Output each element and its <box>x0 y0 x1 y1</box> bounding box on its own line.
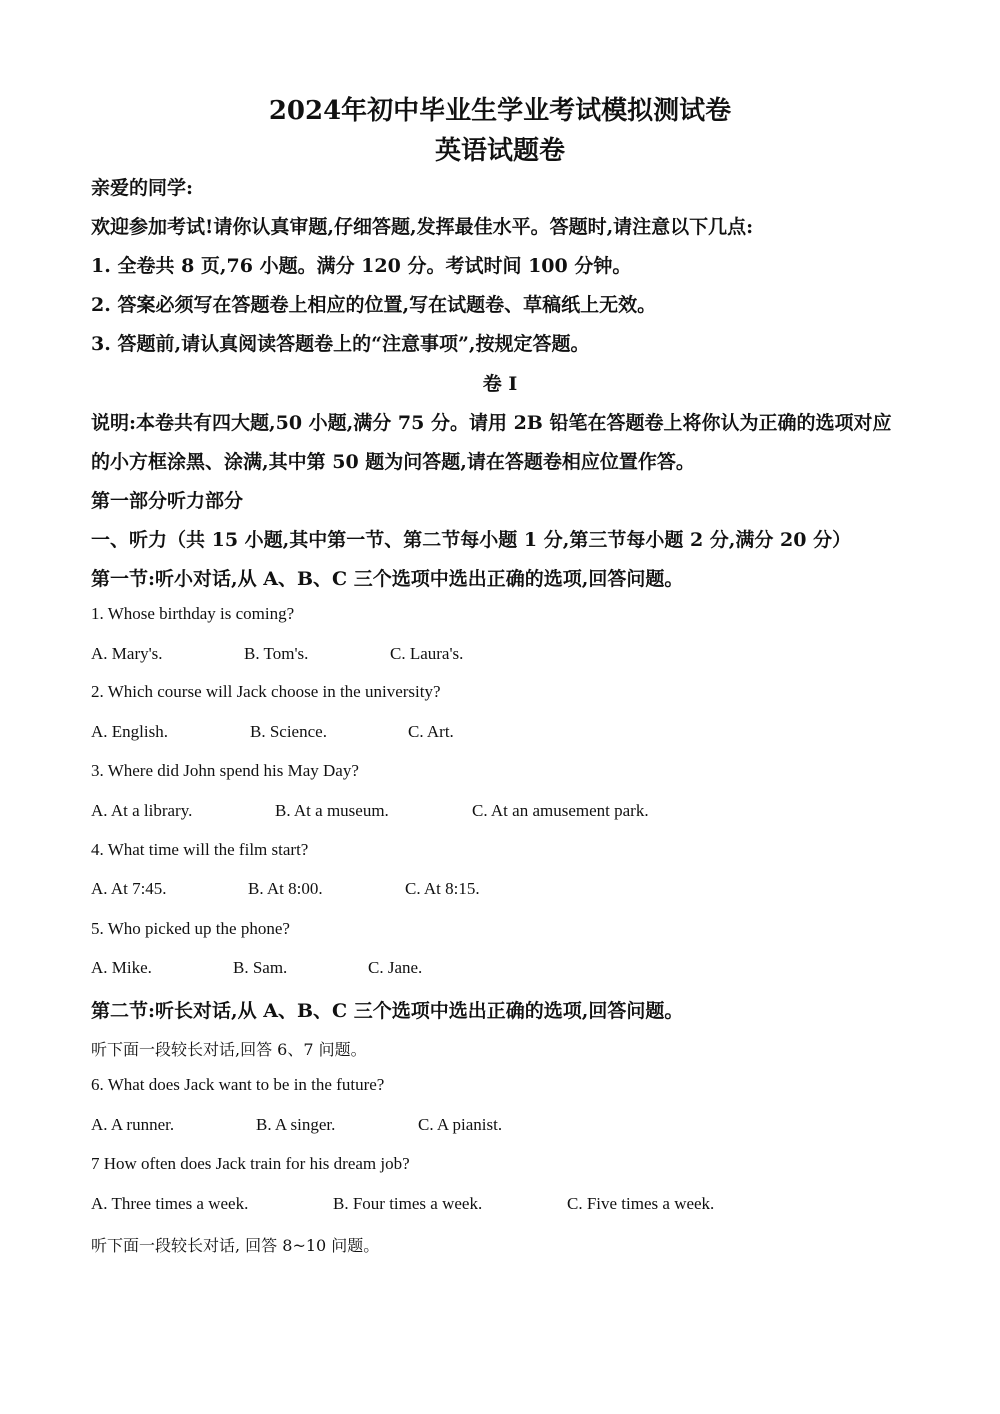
question-2-option-a: A. English. <box>91 722 168 741</box>
subsection-1-heading: 第一节:听小对话,从 A、B、C 三个选项中选出正确的选项,回答问题。 <box>91 568 684 590</box>
question-1: 1. Whose birthday is coming? <box>91 604 295 623</box>
question-6-option-b: B. A singer. <box>256 1115 336 1134</box>
greeting: 亲爱的同学: <box>91 177 194 199</box>
question-7: 7 How often does Jack train for his dream job? <box>91 1154 410 1173</box>
question-5-option-c: C. Jane. <box>368 958 423 977</box>
question-7-option-c: C. Five times a week. <box>567 1194 715 1213</box>
exam-subtitle: 英语试题卷 <box>434 136 565 166</box>
dialog-note-8-10: 听下面一段较长对话, 回答 8~10 问题。 <box>91 1236 380 1255</box>
note-2: 2. 答案必须写在答题卷上相应的位置,写在试题卷、草稿纸上无效。 <box>91 294 657 316</box>
question-2: 2. Which course will Jack choose in the university? <box>91 682 441 701</box>
question-4-option-c: C. At 8:15. <box>405 879 480 898</box>
dialog-note-6-7: 听下面一段较长对话,回答 6、7 问题。 <box>91 1040 367 1059</box>
question-3-option-c: C. At an amusement park. <box>472 801 649 820</box>
question-3: 3. Where did John spend his May Day? <box>91 761 359 780</box>
question-1-option-a: A. Mary's. <box>91 644 163 663</box>
note-1: 1. 全卷共 8 页,76 小题。满分 120 分。考试时间 100 分钟。 <box>91 255 632 277</box>
instructions-line-1: 说明:本卷共有四大题,50 小题,满分 75 分。请用 2B 铅笔在答题卷上将你认为正确的选项对应 <box>91 412 892 434</box>
question-5: 5. Who picked up the phone? <box>91 919 290 938</box>
question-4: 4. What time will the film start? <box>91 840 309 859</box>
question-2-option-b: B. Science. <box>250 722 327 741</box>
instructions-line-2: 的小方框涂黑、涂满,其中第 50 题为问答题,请在答题卷相应位置作答。 <box>91 451 695 473</box>
question-5-option-a: A. Mike. <box>91 958 152 977</box>
note-3: 3. 答题前,请认真阅读答题卷上的“注意事项”,按规定答题。 <box>91 333 590 355</box>
question-5-option-b: B. Sam. <box>233 958 288 977</box>
question-7-option-b: B. Four times a week. <box>333 1194 483 1213</box>
part1-heading: 第一部分听力部分 <box>91 490 244 512</box>
question-1-option-c: C. Laura's. <box>390 644 464 663</box>
question-7-option-a: A. Three times a week. <box>91 1194 249 1213</box>
question-6-option-c: C. A pianist. <box>418 1115 503 1134</box>
exam-title: 2024年初中毕业生学业考试模拟测试卷 <box>268 96 732 126</box>
welcome-text: 欢迎参加考试!请你认真审题,仔细答题,发挥最佳水平。答题时,请注意以下几点: <box>91 216 754 238</box>
question-6-option-a: A. A runner. <box>91 1115 175 1134</box>
question-2-option-c: C. Art. <box>408 722 454 741</box>
question-4-option-b: B. At 8:00. <box>248 879 323 898</box>
listening-section-heading: 一、听力（共 15 小题,其中第一节、第二节每小题 1 分,第三节每小题 2 分,满分 20 分） <box>91 529 852 551</box>
subsection-2-heading: 第二节:听长对话,从 A、B、C 三个选项中选出正确的选项,回答问题。 <box>91 1000 684 1022</box>
question-3-option-b: B. At a museum. <box>275 801 389 820</box>
question-1-option-b: B. Tom's. <box>244 644 309 663</box>
volume-heading: 卷 I <box>482 373 518 395</box>
question-3-option-a: A. At a library. <box>91 801 193 820</box>
question-6: 6. What does Jack want to be in the future? <box>91 1075 385 1094</box>
question-4-option-a: A. At 7:45. <box>91 879 167 898</box>
